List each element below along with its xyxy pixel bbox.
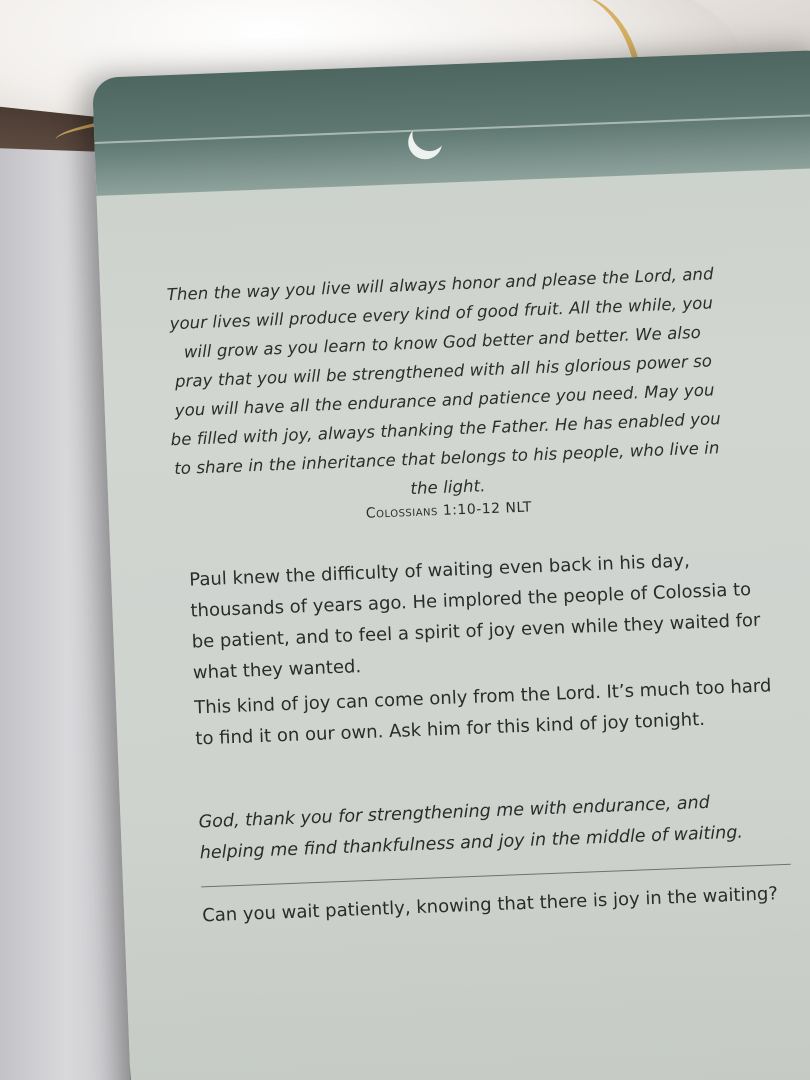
devotional-paragraph-1: Paul knew the difficulty of waiting even back in his day, thousands of years ago. He implored the people of Colossia to be patient, and to feel a spirit of joy even while they waited for what they wanted. bbox=[188, 550, 761, 684]
book-page bbox=[92, 50, 810, 1080]
band-divider bbox=[94, 114, 810, 144]
scripture-reference: Colossians 1:10-12 NLT bbox=[365, 499, 533, 522]
prayer-text: God, thank you for strengthening me with endurance, and helping me find thankfulness and joy in the middle of waiting. bbox=[198, 792, 744, 864]
reflection-question: Can you wait patiently, knowing that there is joy in the waiting? bbox=[201, 883, 779, 927]
devotional-paragraph-2: This kind of joy can come only from the Lord. It’s much too hard to find it on our own. Ask him for this kind of joy tonight. bbox=[193, 675, 772, 750]
scripture-verse: Then the way you live will always honor and please the Lord, and your lives will produce every kind of good fruit. All the while, you will grow as you learn to know God better and better. We also pray that you will be strengthened with all his glorious power so you will have all the endurance and patience you need. May you be filled with joy, always thanking the Father. He has enabled you to share in the inheritance that belongs to his people, who live in the light. bbox=[166, 264, 722, 499]
crescent-moon-icon bbox=[407, 112, 451, 156]
